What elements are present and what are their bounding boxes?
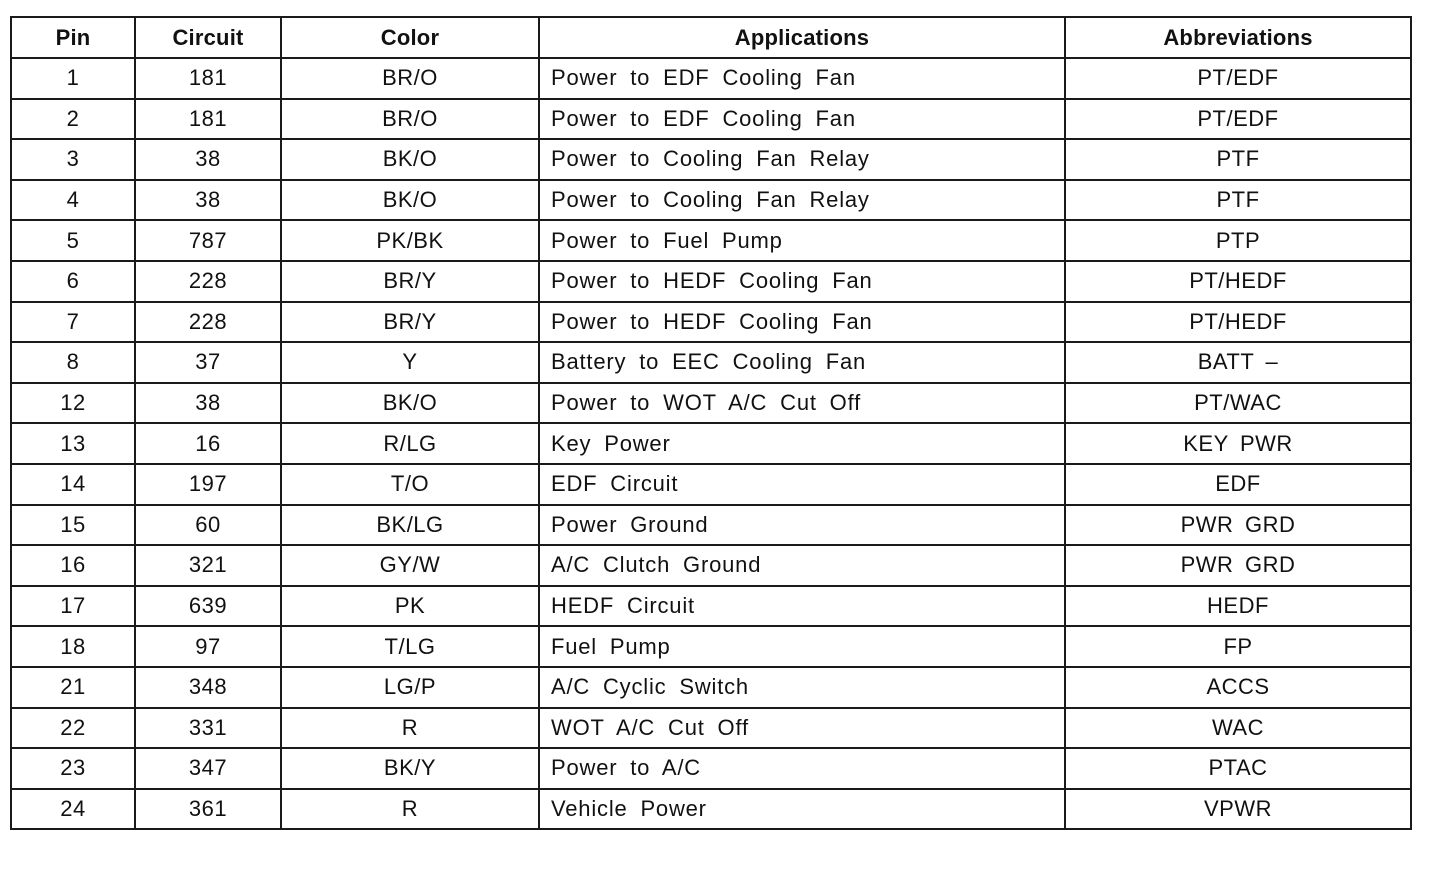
cell-abbreviation: PT/WAC — [1065, 383, 1411, 424]
table-row — [11, 586, 1411, 627]
cell-abbreviation: PTF — [1065, 180, 1411, 221]
cell-circuit: 331 — [135, 708, 281, 749]
cell-circuit: 97 — [135, 626, 281, 667]
cell-application: HEDF Circuit — [539, 586, 1065, 627]
table-row — [11, 708, 1411, 749]
table-header — [11, 17, 1411, 58]
cell-application: Power to Fuel Pump — [539, 220, 1065, 261]
cell-abbreviation: PWR GRD — [1065, 545, 1411, 586]
cell-pin: 13 — [11, 423, 135, 464]
cell-abbreviation: PT/EDF — [1065, 99, 1411, 140]
table-row — [11, 342, 1411, 383]
cell-color: R/LG — [281, 423, 539, 464]
cell-application: Power to HEDF Cooling Fan — [539, 302, 1065, 343]
cell-color: R — [281, 789, 539, 830]
cell-abbreviation: ACCS — [1065, 667, 1411, 708]
cell-abbreviation: PT/HEDF — [1065, 261, 1411, 302]
cell-circuit: 60 — [135, 505, 281, 546]
cell-abbreviation: WAC — [1065, 708, 1411, 749]
cell-circuit: 197 — [135, 464, 281, 505]
table-row — [11, 505, 1411, 546]
cell-color: BK/O — [281, 383, 539, 424]
header-pin: Pin — [11, 17, 135, 58]
table-body — [11, 58, 1411, 829]
cell-pin: 18 — [11, 626, 135, 667]
header-applications: Applications — [539, 17, 1065, 58]
cell-abbreviation: PTAC — [1065, 748, 1411, 789]
cell-circuit: 321 — [135, 545, 281, 586]
cell-color: BR/O — [281, 58, 539, 99]
cell-application: EDF Circuit — [539, 464, 1065, 505]
cell-color: LG/P — [281, 667, 539, 708]
cell-color: BR/O — [281, 99, 539, 140]
cell-color: GY/W — [281, 545, 539, 586]
cell-color: BK/Y — [281, 748, 539, 789]
cell-application: WOT A/C Cut Off — [539, 708, 1065, 749]
cell-circuit: 181 — [135, 99, 281, 140]
cell-pin: 8 — [11, 342, 135, 383]
cell-circuit: 38 — [135, 180, 281, 221]
cell-circuit: 16 — [135, 423, 281, 464]
cell-circuit: 37 — [135, 342, 281, 383]
cell-abbreviation: PT/EDF — [1065, 58, 1411, 99]
cell-color: Y — [281, 342, 539, 383]
cell-pin: 7 — [11, 302, 135, 343]
cell-circuit: 228 — [135, 302, 281, 343]
cell-application: Power to A/C — [539, 748, 1065, 789]
cell-color: T/O — [281, 464, 539, 505]
cell-color: BR/Y — [281, 261, 539, 302]
cell-application: Key Power — [539, 423, 1065, 464]
cell-pin: 6 — [11, 261, 135, 302]
cell-color: BK/O — [281, 180, 539, 221]
table-row — [11, 789, 1411, 830]
table-row — [11, 464, 1411, 505]
table-row — [11, 58, 1411, 99]
cell-application: Power to EDF Cooling Fan — [539, 99, 1065, 140]
table-row — [11, 261, 1411, 302]
cell-pin: 22 — [11, 708, 135, 749]
cell-application: Power to EDF Cooling Fan — [539, 58, 1065, 99]
cell-pin: 16 — [11, 545, 135, 586]
table-row — [11, 748, 1411, 789]
cell-color: T/LG — [281, 626, 539, 667]
header-color: Color — [281, 17, 539, 58]
cell-circuit: 639 — [135, 586, 281, 627]
cell-pin: 17 — [11, 586, 135, 627]
cell-application: Battery to EEC Cooling Fan — [539, 342, 1065, 383]
cell-circuit: 38 — [135, 383, 281, 424]
cell-application: A/C Clutch Ground — [539, 545, 1065, 586]
cell-abbreviation: BATT – — [1065, 342, 1411, 383]
cell-circuit: 347 — [135, 748, 281, 789]
pinout-table — [10, 16, 1412, 830]
cell-pin: 24 — [11, 789, 135, 830]
cell-pin: 3 — [11, 139, 135, 180]
cell-circuit: 181 — [135, 58, 281, 99]
cell-color: PK — [281, 586, 539, 627]
cell-abbreviation: FP — [1065, 626, 1411, 667]
cell-abbreviation: VPWR — [1065, 789, 1411, 830]
cell-pin: 15 — [11, 505, 135, 546]
cell-abbreviation: PTP — [1065, 220, 1411, 261]
cell-color: BK/O — [281, 139, 539, 180]
cell-application: Power to HEDF Cooling Fan — [539, 261, 1065, 302]
table-row — [11, 139, 1411, 180]
pinout-table-container — [10, 16, 1410, 830]
cell-application: Power Ground — [539, 505, 1065, 546]
header-circuit: Circuit — [135, 17, 281, 58]
cell-pin: 2 — [11, 99, 135, 140]
cell-pin: 23 — [11, 748, 135, 789]
cell-abbreviation: PT/HEDF — [1065, 302, 1411, 343]
cell-abbreviation: KEY PWR — [1065, 423, 1411, 464]
table-row — [11, 545, 1411, 586]
header-abbreviations: Abbreviations — [1065, 17, 1411, 58]
cell-pin: 1 — [11, 58, 135, 99]
cell-application: Fuel Pump — [539, 626, 1065, 667]
cell-color: BK/LG — [281, 505, 539, 546]
cell-circuit: 348 — [135, 667, 281, 708]
table-row — [11, 220, 1411, 261]
cell-circuit: 787 — [135, 220, 281, 261]
cell-application: Power to WOT A/C Cut Off — [539, 383, 1065, 424]
table-row — [11, 383, 1411, 424]
table-row — [11, 423, 1411, 464]
cell-circuit: 361 — [135, 789, 281, 830]
table-row — [11, 626, 1411, 667]
cell-color: BR/Y — [281, 302, 539, 343]
header-row — [11, 17, 1411, 58]
table-row — [11, 667, 1411, 708]
cell-application: A/C Cyclic Switch — [539, 667, 1065, 708]
cell-application: Vehicle Power — [539, 789, 1065, 830]
table-row — [11, 180, 1411, 221]
cell-abbreviation: HEDF — [1065, 586, 1411, 627]
cell-abbreviation: EDF — [1065, 464, 1411, 505]
cell-pin: 5 — [11, 220, 135, 261]
cell-pin: 12 — [11, 383, 135, 424]
cell-circuit: 38 — [135, 139, 281, 180]
cell-color: R — [281, 708, 539, 749]
cell-application: Power to Cooling Fan Relay — [539, 139, 1065, 180]
cell-color: PK/BK — [281, 220, 539, 261]
table-row — [11, 302, 1411, 343]
cell-pin: 4 — [11, 180, 135, 221]
cell-pin: 21 — [11, 667, 135, 708]
cell-application: Power to Cooling Fan Relay — [539, 180, 1065, 221]
table-row — [11, 99, 1411, 140]
cell-abbreviation: PWR GRD — [1065, 505, 1411, 546]
cell-abbreviation: PTF — [1065, 139, 1411, 180]
cell-circuit: 228 — [135, 261, 281, 302]
cell-pin: 14 — [11, 464, 135, 505]
